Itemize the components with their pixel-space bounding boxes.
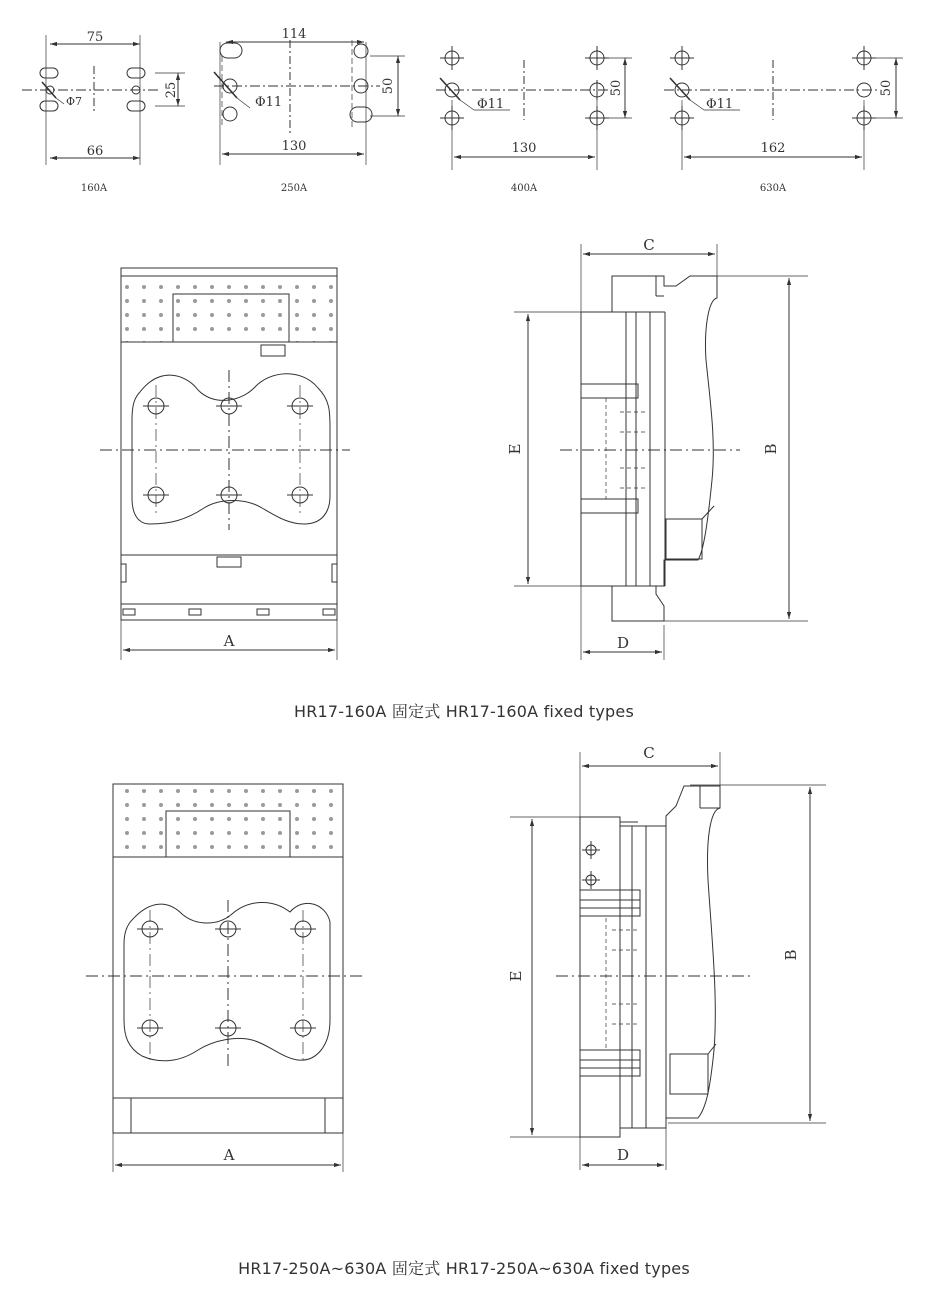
dim-160a-bottom: 66: [86, 144, 104, 159]
dim-250a-bottom: 130: [281, 139, 307, 154]
side-e-label-2: E: [507, 970, 525, 982]
side-d-label-1: D: [616, 634, 630, 652]
dim-400a-hole: Φ11: [477, 97, 505, 112]
dim-160a-hole: Φ7: [66, 95, 83, 108]
pattern-160a: [22, 35, 185, 165]
rating-400a: 400A: [510, 183, 538, 194]
side-e-label-1: E: [506, 443, 524, 455]
caption-160a: HR17-160A 固定式 HR17-160A fixed types: [293, 702, 634, 721]
dim-400a-right: 50: [609, 79, 624, 97]
pattern-250a: [214, 40, 405, 165]
rating-250a: 250A: [280, 183, 308, 194]
rating-630a: 630A: [759, 183, 787, 194]
side-b-label-2: B: [782, 949, 800, 961]
dim-160a-top: 75: [86, 30, 104, 45]
dim-250a-hole: Φ11: [255, 95, 283, 110]
caption-250a-630a: HR17-250A~630A 固定式 HR17-250A~630A fixed types: [238, 1259, 690, 1278]
dim-630a-right: 50: [879, 79, 894, 97]
front-view-160a: [100, 268, 350, 660]
rating-160a: 160A: [80, 183, 108, 194]
dim-630a-hole: Φ11: [706, 97, 734, 112]
side-view-250a-630a: [510, 752, 826, 1170]
side-c-label-2: C: [643, 744, 655, 762]
dim-250a-right: 50: [381, 77, 396, 95]
front-view-250a-630a: [86, 784, 362, 1172]
dim-630a-bottom: 162: [760, 141, 786, 156]
side-d-label-2: D: [616, 1146, 630, 1164]
side-c-label-1: C: [643, 236, 655, 254]
side-b-label-1: B: [762, 443, 780, 455]
dim-160a-right: 25: [164, 81, 179, 99]
dim-250a-top: 114: [281, 27, 307, 42]
front-width-label-2: A: [223, 1146, 235, 1164]
dim-400a-bottom: 130: [511, 141, 537, 156]
front-width-label-1: A: [223, 632, 235, 650]
